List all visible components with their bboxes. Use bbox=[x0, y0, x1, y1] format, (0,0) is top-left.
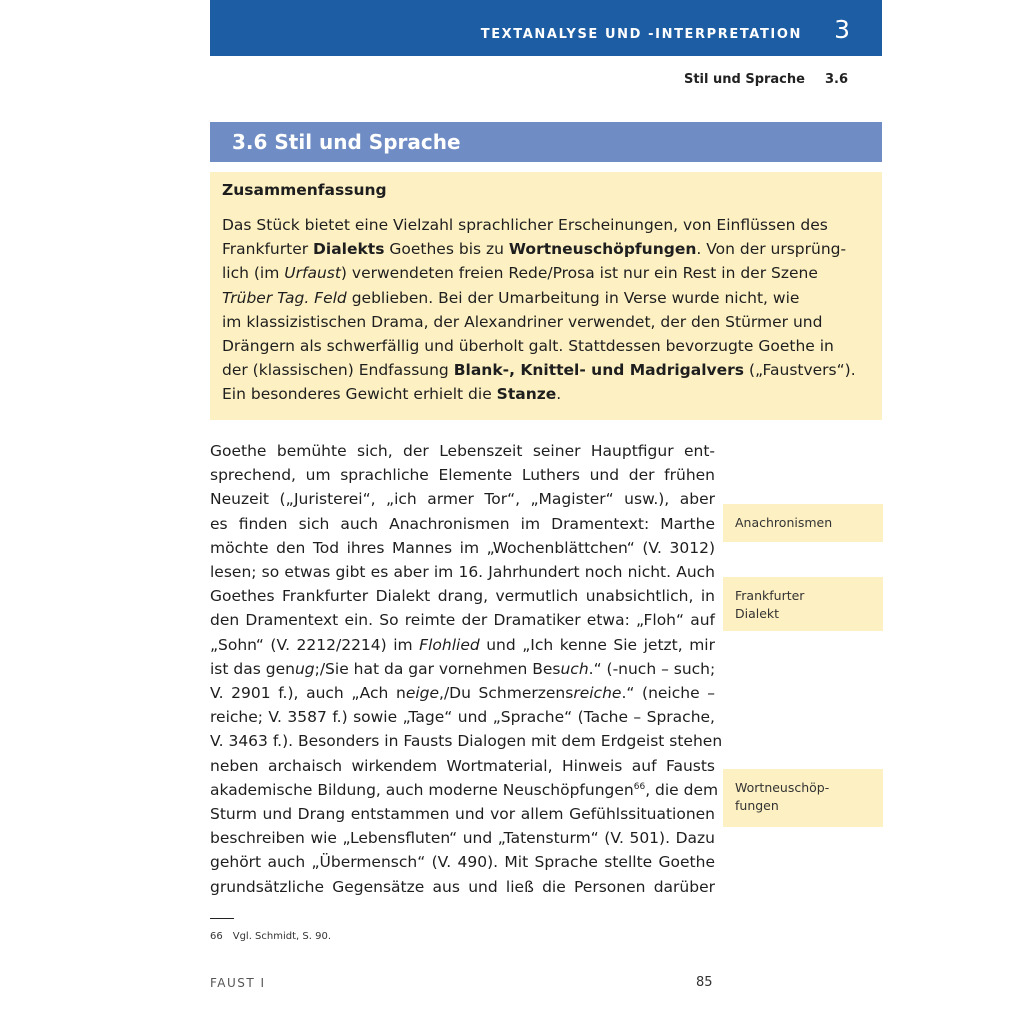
body-line: gehört auch „Übermensch“ (V. 490). Mit Sprache stellte Goethe bbox=[210, 853, 715, 872]
footnote bbox=[210, 931, 331, 942]
margin-note-anachronismen: Anachronismen bbox=[723, 504, 883, 542]
footnote-text: Vgl. Schmidt, S. 90. bbox=[232, 931, 331, 942]
body-line: neben archaisch wirkendem Wortmaterial, Hinweis auf Fausts bbox=[210, 756, 715, 775]
body-line: Neuzeit („Juristerei“, „ich armer Tor“, „Magister“ usw.), aber bbox=[210, 490, 715, 509]
summary-line: im klassizistischen Drama, der Alexandriner verwendet, der den Stürmer und bbox=[222, 312, 823, 331]
summary-line: der (klassischen) Endfassung Blank-, Knittel- und Madrigalvers („Faustvers“). bbox=[222, 361, 856, 380]
footnote-rule bbox=[210, 918, 234, 919]
chapter-number: 3 bbox=[834, 15, 850, 44]
running-head-title: Stil und Sprache bbox=[683, 72, 805, 87]
body-line: reiche; V. 3587 f.) sowie „Tage“ und „Sprache“ (Tache – Sprache, bbox=[210, 708, 715, 727]
body-line: es finden sich auch Anachronismen im Dramentext: Marthe bbox=[210, 514, 715, 533]
summary-box bbox=[210, 172, 882, 420]
body-line: V. 3463 f.). Besonders in Fausts Dialogen mit dem Erdgeist stehen bbox=[210, 732, 723, 751]
body-line: möchte den Tod ihres Mannes im „Wochenblättchen“ (V. 3012) bbox=[210, 538, 715, 557]
body-line: lesen; so etwas gibt es aber im 16. Jahrhundert noch nicht. Auch bbox=[210, 563, 715, 582]
body-line: akademische Bildung, auch moderne Neuschöpfungen$^{66}$, die dem bbox=[210, 780, 719, 799]
running-head bbox=[684, 72, 848, 87]
chapter-title: TEXTANALYSE UND -INTERPRETATION bbox=[480, 27, 802, 42]
body-line: Goethe bemühte sich, der Lebenszeit seiner Hauptfigur ent- bbox=[210, 442, 715, 460]
summary-line: Das Stück bietet eine Vielzahl sprachlicher Erscheinungen, von Einflüssen des bbox=[222, 216, 828, 234]
body-line: grundsätzliche Gegensätze aus und ließ die Personen darüber bbox=[210, 877, 715, 896]
section-heading-bar bbox=[210, 122, 882, 162]
body-text bbox=[210, 439, 723, 899]
summary-line: lich (im Urfaust) verwendeten freien Rede/Prosa ist nur ein Rest in der Szene bbox=[222, 264, 818, 283]
footnote-reference: 66 bbox=[633, 781, 646, 792]
page-number: 85 bbox=[696, 975, 713, 990]
body-line: V. 2901 f.), auch „Ach neige,/Du Schmerzensreiche.“ (neiche – bbox=[210, 684, 715, 703]
summary-line: Frankfurter Dialekts Goethes bis zu Wortneuschöpfungen. Von der ursprüng- bbox=[222, 240, 847, 259]
footer-book-title: FAUST I bbox=[210, 976, 266, 990]
summary-heading: Zusammenfassung bbox=[222, 181, 387, 199]
summary-line: Trüber Tag. Feld geblieben. Bei der Umarbeitung in Verse wurde nicht, wie bbox=[222, 288, 800, 307]
chapter-header-bar bbox=[210, 0, 882, 56]
body-line: Sturm und Drang entstammen und vor allem Gefühlssituationen bbox=[210, 805, 715, 824]
margin-note-wortneuschoepfungen: Wortneuschöp- fungen bbox=[723, 769, 883, 827]
running-head-number: 3.6 bbox=[824, 72, 848, 87]
footnote-number: 66 bbox=[210, 931, 223, 942]
body-line: „Sohn“ (V. 2212/2214) im Flohlied und „Ich kenne Sie jetzt, mir bbox=[210, 635, 715, 654]
section-title: 3.6 Stil und Sprache bbox=[232, 130, 461, 154]
summary-text bbox=[222, 213, 872, 407]
summary-line: Ein besonderes Gewicht erhielt die Stanze. bbox=[222, 385, 562, 404]
body-line: ist das genug;/Sie hat da gar vornehmen Besuch.“ (-nuch – such; bbox=[210, 659, 716, 678]
body-line: den Dramentext ein. So reimte der Dramatiker etwa: „Floh“ auf bbox=[210, 611, 715, 630]
body-line: beschreiben wie „Lebensfluten“ und „Tatensturm“ (V. 501). Dazu bbox=[210, 829, 715, 848]
summary-line: Drängern als schwerfällig und überholt galt. Stattdessen bevorzugte Goethe in bbox=[222, 337, 834, 356]
body-line: Goethes Frankfurter Dialekt drang, vermutlich unabsichtlich, in bbox=[210, 587, 715, 606]
body-line: sprechend, um sprachliche Elemente Luthers und der frühen bbox=[210, 466, 715, 485]
margin-note-frankfurter-dialekt: Frankfurter Dialekt bbox=[723, 577, 883, 631]
